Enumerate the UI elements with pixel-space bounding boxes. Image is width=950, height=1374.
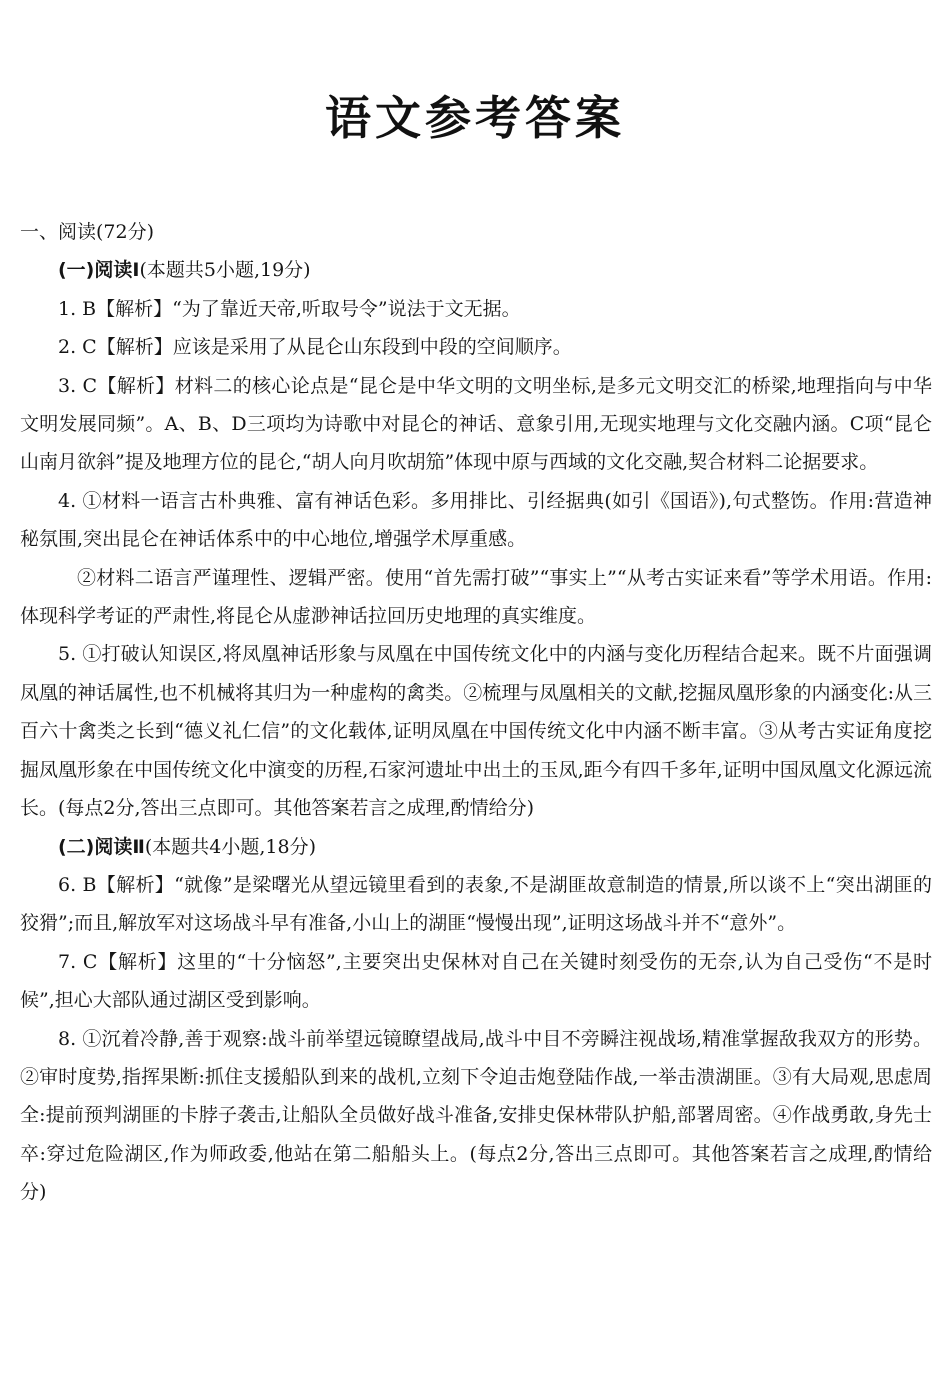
- part-2-note: (本题共4小题,18分): [144, 835, 317, 858]
- answer-q4-point-2: ②材料二语言严谨理性、逻辑严密。使用“首先需打破”“事实上”“从考古实证来看”等学术用语。作用:体现科学考证的严肃性,将昆仑从虚渺神话拉回历史地理的真实维度。: [20, 566, 932, 628]
- answer-content: [20, 213, 932, 1212]
- answer-q4-point-1: 4. ①材料一语言古朴典雅、富有神话色彩。多用排比、引经据典(如引《国语》),句式整饬。作用:营造神秘氛围,突出昆仑在神话体系中的中心地位,增强学术厚重感。: [20, 489, 932, 551]
- page-title: 语文参考答案: [325, 91, 625, 145]
- answer-q1: 1. B【解析】“为了靠近天帝,听取号令”说法于文无据。: [58, 297, 521, 320]
- part-1-heading: [20, 251, 932, 289]
- answer-q2: 2. C【解析】应该是采用了从昆仑山东段到中段的空间顺序。: [58, 336, 572, 359]
- part-2-heading: [20, 828, 932, 866]
- part-1-note: (本题共5小题,19分): [139, 259, 311, 282]
- part-2-label: (二)阅读Ⅱ: [58, 835, 145, 858]
- section-heading: 一、阅读(72分): [20, 221, 155, 243]
- answer-q5: 5. ①打破认知误区,将凤凰神话形象与凤凰在中国传统文化中的内涵与变化历程结合起来。既不片面强调凤凰的神话属性,也不机械将其归为一种虚构的禽类。②梳理与凤凰相关的文献,挖掘凤凰形象的内涵变化:从三百六十禽类之长到“德义礼仁信”的文化载体,证明凤凰在中国传统文化中内涵不断丰富。③从考古实证角度挖掘凤凰形象在中国传统文化中演变的历程,石家河遗址中出土的玉凤,距今有四千多年,证明中国凤凰文化源远流长。(每点2分,答出三点即可。其他答案若言之成理,酌情给分): [20, 643, 932, 820]
- answer-q3: 3. C【解析】材料二的核心论点是“昆仑是中华文明的文明坐标,是多元文明交汇的桥梁,地理指向与中华文明发展同频”。A、B、D三项均为诗歌中对昆仑的神话、意象引用,无现实地理与文化交融内涵。C项“昆仑山南月欲斜”提及地理方位的昆仑,“胡人向月吹胡笳”体现中原与西域的文化交融,契合材料二论据要求。: [20, 374, 932, 474]
- answer-q6: 6. B【解析】“就像”是梁曙光从望远镜里看到的表象,不是湖匪故意制造的情景,所以谈不上“突出湖匪的狡猾”;而且,解放军对这场战斗早有准备,小山上的湖匪“慢慢出现”,证明这场战斗并不“意外”。: [20, 873, 932, 935]
- answer-q8: 8. ①沉着冷静,善于观察:战斗前举望远镜瞭望战局,战斗中目不旁瞬注视战场,精准掌握敌我双方的形势。②审时度势,指挥果断:抓住支援船队到来的战机,立刻下令迫击炮登陆作战,一举击溃湖匪。③有大局观,思虑周全:提前预判湖匪的卡脖子袭击,让船队全员做好战斗准备,安排史保林带队护船,部署周密。④作战勇敢,身先士卒:穿过危险湖区,作为师政委,他站在第二船船头上。(每点2分,答出三点即可。其他答案若言之成理,酌情给分): [20, 1027, 932, 1204]
- part-1-label: (一)阅读Ⅰ: [58, 259, 140, 282]
- answer-q7: 7. C【解析】这里的“十分恼怒”,主要突出史保林对自己在关键时刻受伤的无奈,认为自己受伤“不是时候”,担心大部队通过湖区受到影响。: [20, 950, 932, 1012]
